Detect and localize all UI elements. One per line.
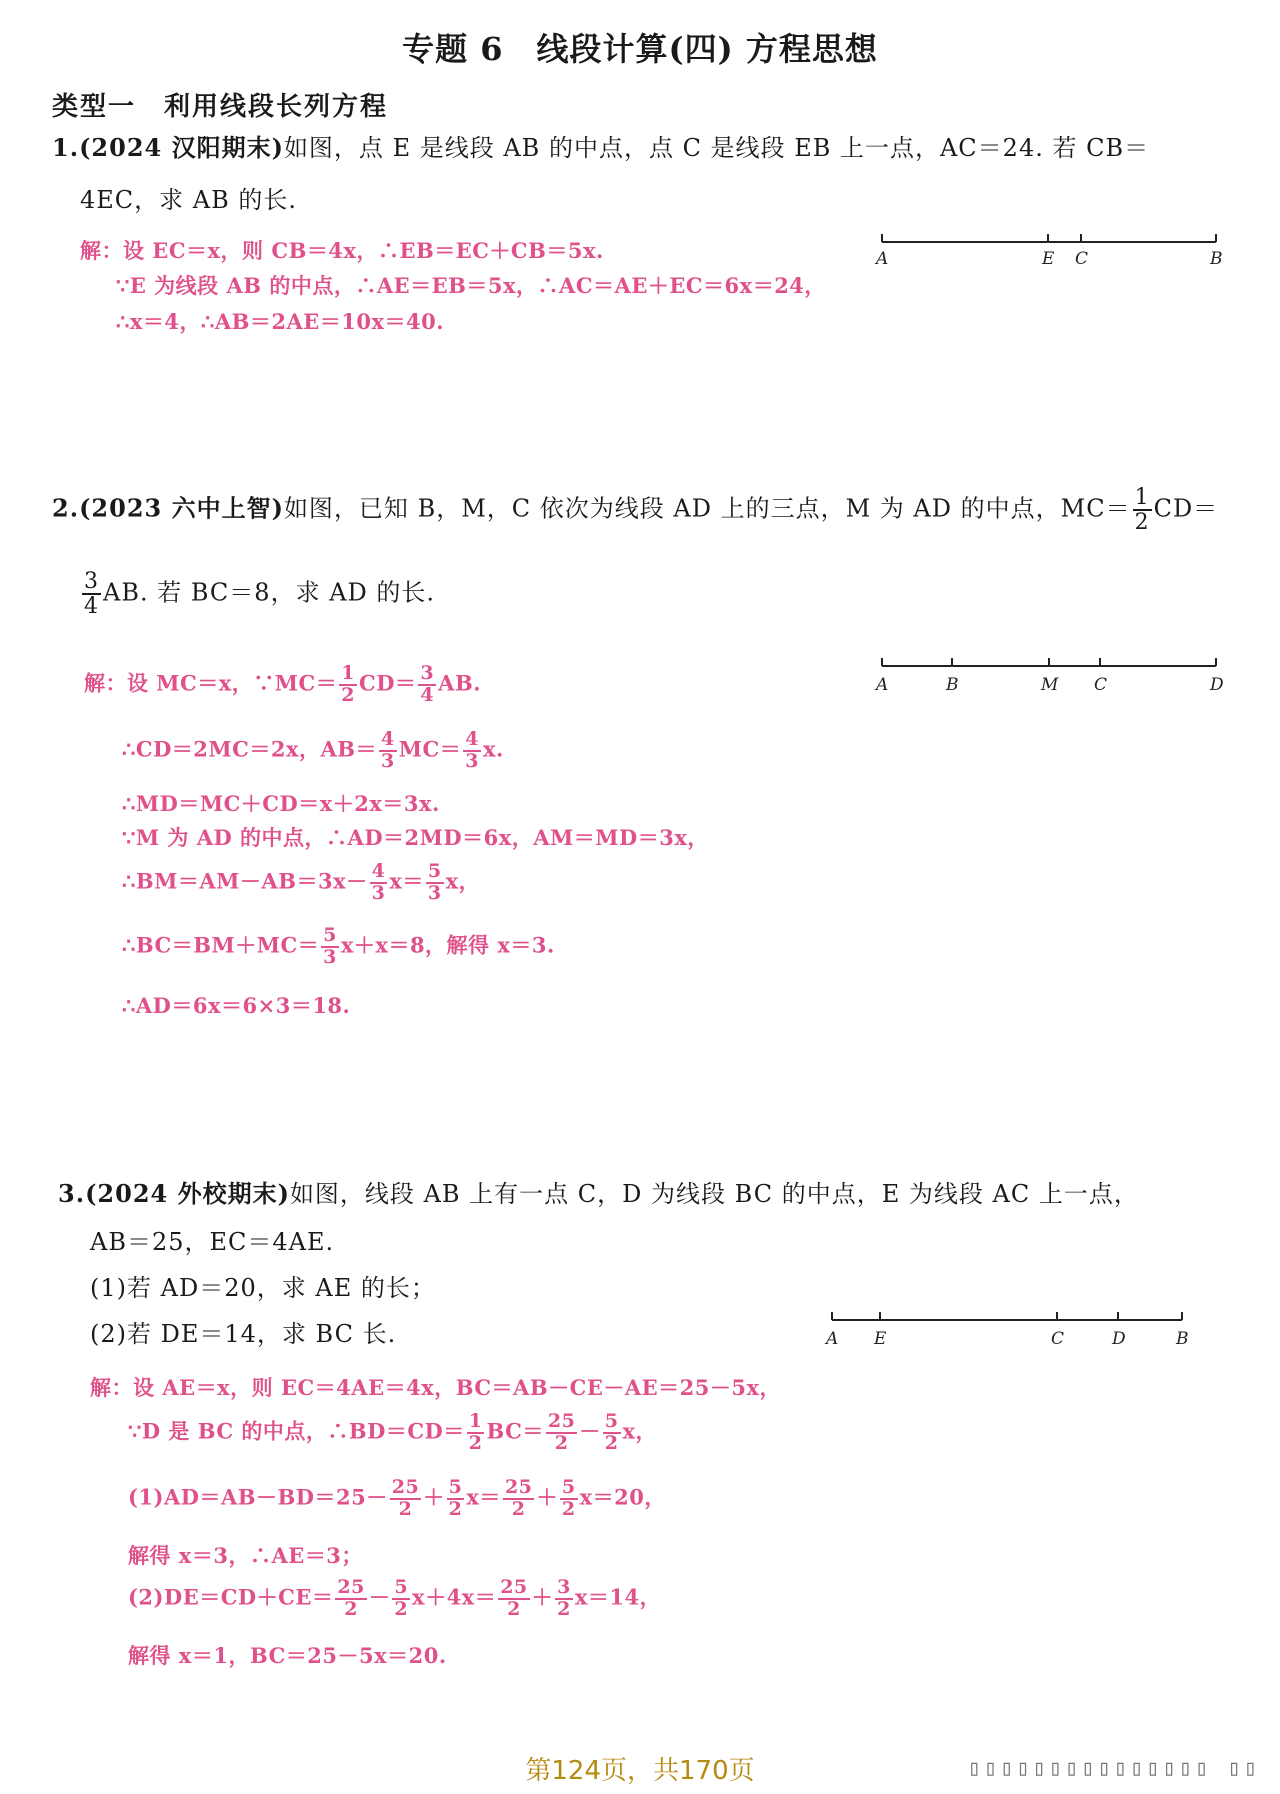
label-D: D bbox=[1112, 1329, 1126, 1349]
scan-corner-marks: ▯▯▯▯▯▯▯▯▯▯▯▯▯▯▯ ▯▯ bbox=[967, 1756, 1260, 1781]
label-B: B bbox=[1176, 1329, 1189, 1349]
fraction-one-half: $\frac{1}{2}$ bbox=[1134, 485, 1150, 536]
problem-3-part2: (2)若 DE＝14，求 BC 长. bbox=[90, 1320, 397, 1348]
fraction-five-halves: $\frac{5}{2}$ bbox=[604, 1410, 619, 1454]
problem-1-diagram bbox=[870, 228, 1230, 278]
problem-3-text-line1: 如图，线段 AB 上有一点 C，D 为线段 BC 的中点，E 为线段 AC 上一点， bbox=[289, 1180, 1139, 1208]
problem-2-text-line2: AB. 若 BC＝8，求 AD 的长. bbox=[103, 578, 436, 607]
problem-1-solution-line1: 解：设 EC＝x，则 CB＝4x，∴EB＝EC＋CB＝5x. bbox=[80, 238, 604, 263]
label-A: A bbox=[876, 249, 889, 269]
problem-3-number: 3. bbox=[58, 1179, 86, 1208]
fraction-one-half: $\frac{1}{2}$ bbox=[468, 1410, 483, 1454]
label-C: C bbox=[1051, 1329, 1065, 1349]
fraction-four-thirds: $\frac{4}{3}$ bbox=[381, 728, 395, 772]
fraction-four-thirds: $\frac{4}{3}$ bbox=[465, 728, 479, 772]
fraction-twentyfive-halves: $\frac{25}{2}$ bbox=[547, 1410, 576, 1454]
problem-3-solution-line3: (1)AD＝AB－BD＝25－ $\frac{25}{2}$ ＋ $\frac{5}{2}$ x＝ $\frac{25}{2}$ ＋ $\frac{5}{2}$ x＝20， bbox=[128, 1476, 666, 1520]
fraction-one-half: $\frac{1}{2}$ bbox=[341, 662, 355, 706]
problem-3-diagram bbox=[820, 1306, 1200, 1356]
fraction-twentyfive-halves: $\frac{25}{2}$ bbox=[391, 1476, 420, 1520]
fraction-four-thirds: $\frac{4}{3}$ bbox=[371, 860, 386, 904]
problem-2-diagram bbox=[870, 652, 1230, 702]
problem-2-solution-line1: 解：设 MC＝x，∵MC＝ $\frac{1}{2}$ CD＝ $\frac{3}{4}$ AB. bbox=[84, 662, 482, 706]
problem-1-text-line1: 如图，点 E 是线段 AB 的中点，点 C 是线段 EB 上一点，AC＝24. 若 CB＝ bbox=[283, 134, 1150, 162]
problem-2-text-b: CD＝ bbox=[1153, 494, 1219, 523]
problem-2-solution-line5: ∴BM＝AM－AB＝3x－ $\frac{4}{3}$ x＝ $\frac{5}{3}$ x， bbox=[122, 860, 481, 904]
fraction-twentyfive-halves: $\frac{25}{2}$ bbox=[500, 1576, 528, 1620]
problem-3-solution-line4: 解得 x＝3，∴AE＝3； bbox=[128, 1543, 363, 1568]
label-A: A bbox=[876, 675, 889, 695]
label-E: E bbox=[1042, 249, 1055, 269]
problem-1-stem bbox=[52, 128, 1149, 163]
problem-2-number: 2. bbox=[52, 493, 80, 523]
problem-3-stem bbox=[58, 1174, 1139, 1209]
problem-2-source: (2023 六中上智) bbox=[79, 493, 284, 523]
problem-3-text-line2: AB＝25，EC＝4AE. bbox=[90, 1228, 335, 1256]
problem-2-line2 bbox=[80, 570, 435, 618]
fraction-five-thirds: $\frac{5}{3}$ bbox=[427, 860, 442, 904]
page-counter: 第124页，共170页 bbox=[525, 1756, 755, 1786]
problem-1-source: (2024 汉阳期末) bbox=[79, 133, 284, 162]
problem-2-solution-line4: ∵M 为 AD 的中点，∴AD＝2MD＝6x，AM＝MD＝3x， bbox=[122, 825, 709, 850]
fraction-five-halves: $\frac{5}{2}$ bbox=[394, 1576, 409, 1620]
problem-3-solution-line2: ∵D 是 BC 的中点，∴BD＝CD＝ $\frac{1}{2}$ BC＝ $\frac{25}{2}$ － $\frac{5}{2}$ x， bbox=[128, 1410, 658, 1454]
label-B: B bbox=[946, 675, 959, 695]
label-E: E bbox=[874, 1329, 887, 1349]
problem-2-text-a: 如图，已知 B，M，C 依次为线段 AD 上的三点，M 为 AD 的中点，MC＝ bbox=[283, 494, 1131, 523]
problem-1-number: 1. bbox=[52, 133, 80, 162]
type-heading: 类型一 利用线段长列方程 bbox=[52, 92, 389, 122]
label-A: A bbox=[826, 1329, 839, 1349]
fraction-five-halves: $\frac{5}{2}$ bbox=[448, 1476, 463, 1520]
fraction-twentyfive-halves: $\frac{25}{2}$ bbox=[504, 1476, 533, 1520]
problem-2-stem bbox=[52, 486, 1218, 534]
problem-2-solution-line2: ∴CD＝2MC＝2x，AB＝ $\frac{4}{3}$ MC＝ $\frac{4}{3}$ x. bbox=[122, 728, 504, 772]
fraction-three-quarters: $\frac{3}{4}$ bbox=[84, 569, 99, 620]
fraction-three-quarters: $\frac{3}{4}$ bbox=[420, 662, 435, 706]
problem-2-solution-line7: ∴AD＝6x＝6×3＝18. bbox=[122, 993, 351, 1018]
problem-3-part1: (1)若 AD＝20，求 AE 的长； bbox=[90, 1274, 436, 1302]
page-title: 专题 6 线段计算(四) 方程思想 bbox=[402, 30, 878, 68]
fraction-three-halves: $\frac{3}{2}$ bbox=[557, 1576, 571, 1620]
problem-1-solution-line3: ∴x＝4，∴AB＝2AE＝10x＝40. bbox=[116, 309, 445, 334]
fraction-twentyfive-halves: $\frac{25}{2}$ bbox=[337, 1576, 365, 1620]
problem-3-solution-line1: 解：设 AE＝x，则 EC＝4AE＝4x，BC＝AB－CE－AE＝25－5x， bbox=[90, 1375, 781, 1400]
problem-3-source: (2024 外校期末) bbox=[85, 1179, 290, 1208]
label-B: B bbox=[1210, 249, 1223, 269]
fraction-five-thirds: $\frac{5}{3}$ bbox=[323, 924, 337, 968]
fraction-five-halves: $\frac{5}{2}$ bbox=[561, 1476, 576, 1520]
label-C: C bbox=[1075, 249, 1089, 269]
problem-2-solution-line3: ∴MD＝MC＋CD＝x＋2x＝3x. bbox=[122, 791, 440, 816]
problem-1-solution-line2: ∵E 为线段 AB 的中点，∴AE＝EB＝5x，∴AC＝AE＋EC＝6x＝24， bbox=[116, 273, 826, 298]
problem-3-solution-line5: (2)DE＝CD＋CE＝ $\frac{25}{2}$ － $\frac{5}{2}$ x＋4x＝ $\frac{25}{2}$ ＋ $\frac{3}{2}$ x＝14， bbox=[128, 1576, 662, 1620]
label-M: M bbox=[1041, 675, 1059, 695]
problem-2-solution-line6: ∴BC＝BM＋MC＝ $\frac{5}{3}$ x＋x＝8，解得 x＝3. bbox=[122, 924, 555, 968]
label-D: D bbox=[1210, 675, 1224, 695]
label-C: C bbox=[1094, 675, 1108, 695]
problem-3-solution-line6: 解得 x＝1，BC＝25－5x＝20. bbox=[128, 1643, 447, 1668]
problem-1-text-line2: 4EC，求 AB 的长. bbox=[80, 186, 298, 214]
